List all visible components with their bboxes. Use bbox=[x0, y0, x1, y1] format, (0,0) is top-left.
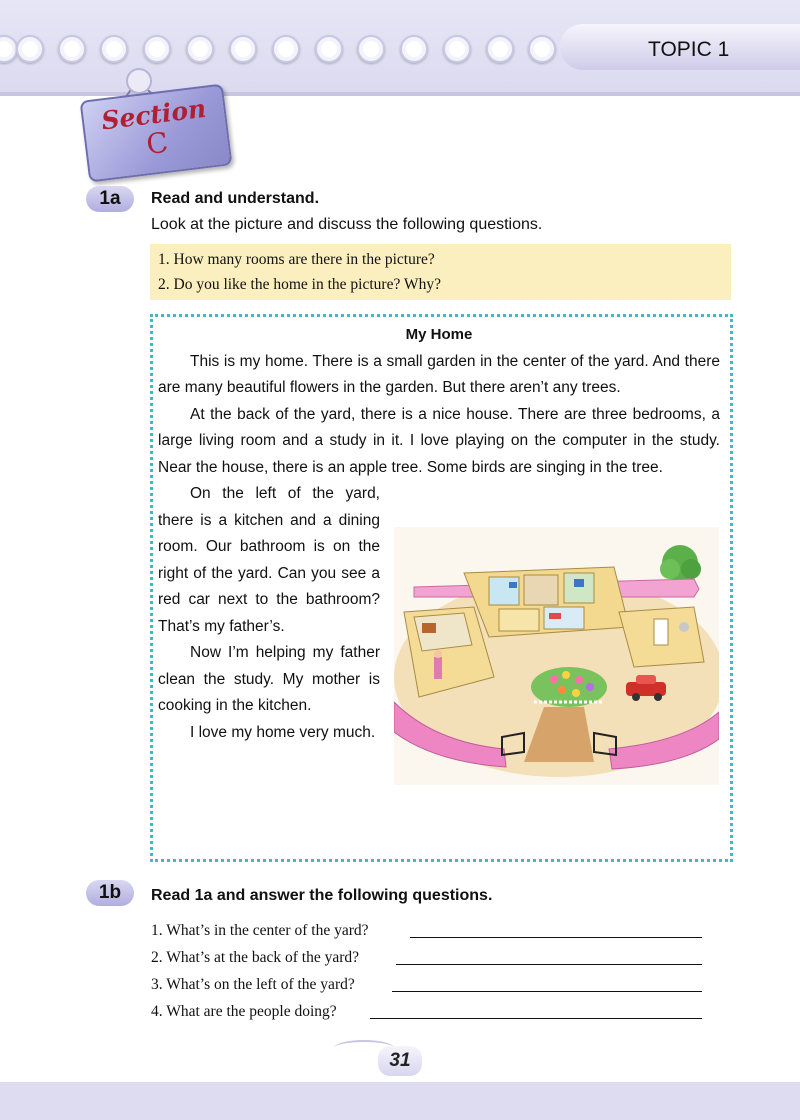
passage-paragraph: Now I’m helping my father clean the study. My mother is cooking in the kitchen. bbox=[158, 644, 380, 714]
passage-paragraph: This is my home. There is a small garden in the center of the yard. And there are many beautiful flowers in the garden. But there aren’t any trees. bbox=[158, 352, 720, 396]
binder-ring-icon bbox=[272, 35, 300, 63]
answer-question: 4. What are the people doing? bbox=[151, 1003, 337, 1020]
binder-ring-icon bbox=[486, 35, 514, 63]
pin-icon bbox=[126, 68, 152, 94]
binder-ring-icon bbox=[16, 35, 44, 63]
instruction-1a: Look at the picture and discuss the following questions. bbox=[151, 216, 543, 233]
answer-question: 3. What’s on the left of the yard? bbox=[151, 976, 355, 993]
heading-1a: Read and understand. bbox=[151, 190, 320, 207]
flower-garden bbox=[531, 667, 607, 707]
binder-ring-icon bbox=[443, 35, 471, 63]
answer-blank[interactable] bbox=[392, 991, 702, 992]
discussion-questions bbox=[150, 244, 731, 300]
answer-blank[interactable] bbox=[410, 937, 702, 938]
badge-1b: 1b bbox=[86, 880, 134, 906]
answer-question: 2. What’s at the back of the yard? bbox=[151, 949, 360, 966]
passage-paragraph: On the left of the yard, there is a kitchen and a dining room. Our bathroom is on the right of the yard. Can you see a red car next to the bathroom? That’s my father’s. bbox=[158, 485, 380, 635]
answer-blank[interactable] bbox=[396, 964, 702, 965]
section-word: Section bbox=[99, 93, 208, 136]
answer-blank[interactable] bbox=[370, 1018, 702, 1019]
binder-ring-icon bbox=[229, 35, 257, 63]
binder-ring-icon bbox=[400, 35, 428, 63]
heading-1b: Read 1a and answer the following questions. bbox=[151, 887, 493, 904]
binder-ring-icon bbox=[100, 35, 128, 63]
topic-label: TOPIC 1 bbox=[648, 38, 730, 61]
discussion-question: 1. How many rooms are there in the picture? bbox=[158, 251, 435, 268]
binder-ring-icon bbox=[357, 35, 385, 63]
binder-ring-icon bbox=[186, 35, 214, 63]
home-illustration bbox=[394, 527, 719, 785]
passage-paragraph: I love my home very much. bbox=[190, 723, 376, 741]
footer-band bbox=[0, 1082, 800, 1120]
discussion-question: 2. Do you like the home in the picture? Why? bbox=[158, 276, 441, 293]
binder-ring-icon bbox=[58, 35, 86, 63]
badge-1a: 1a bbox=[86, 186, 134, 212]
passage-title: My Home bbox=[405, 326, 473, 343]
right-room bbox=[619, 607, 704, 667]
header-band bbox=[0, 0, 800, 92]
section-sign bbox=[80, 84, 233, 183]
answer-question: 1. What’s in the center of the yard? bbox=[151, 922, 369, 939]
binder-ring-icon bbox=[528, 35, 556, 63]
passage-paragraph: At the back of the yard, there is a nice house. There are three bedrooms, a large living room and a study in it. I love playing on the computer in the study. Near the house, there is an apple tree. Some birds are singing in the tree. bbox=[158, 405, 720, 476]
back-house bbox=[464, 567, 629, 637]
section-letter: C bbox=[144, 125, 170, 162]
binder-ring-icon bbox=[315, 35, 343, 63]
page-number: 31 bbox=[378, 1046, 422, 1076]
binder-ring-icon bbox=[143, 35, 171, 63]
